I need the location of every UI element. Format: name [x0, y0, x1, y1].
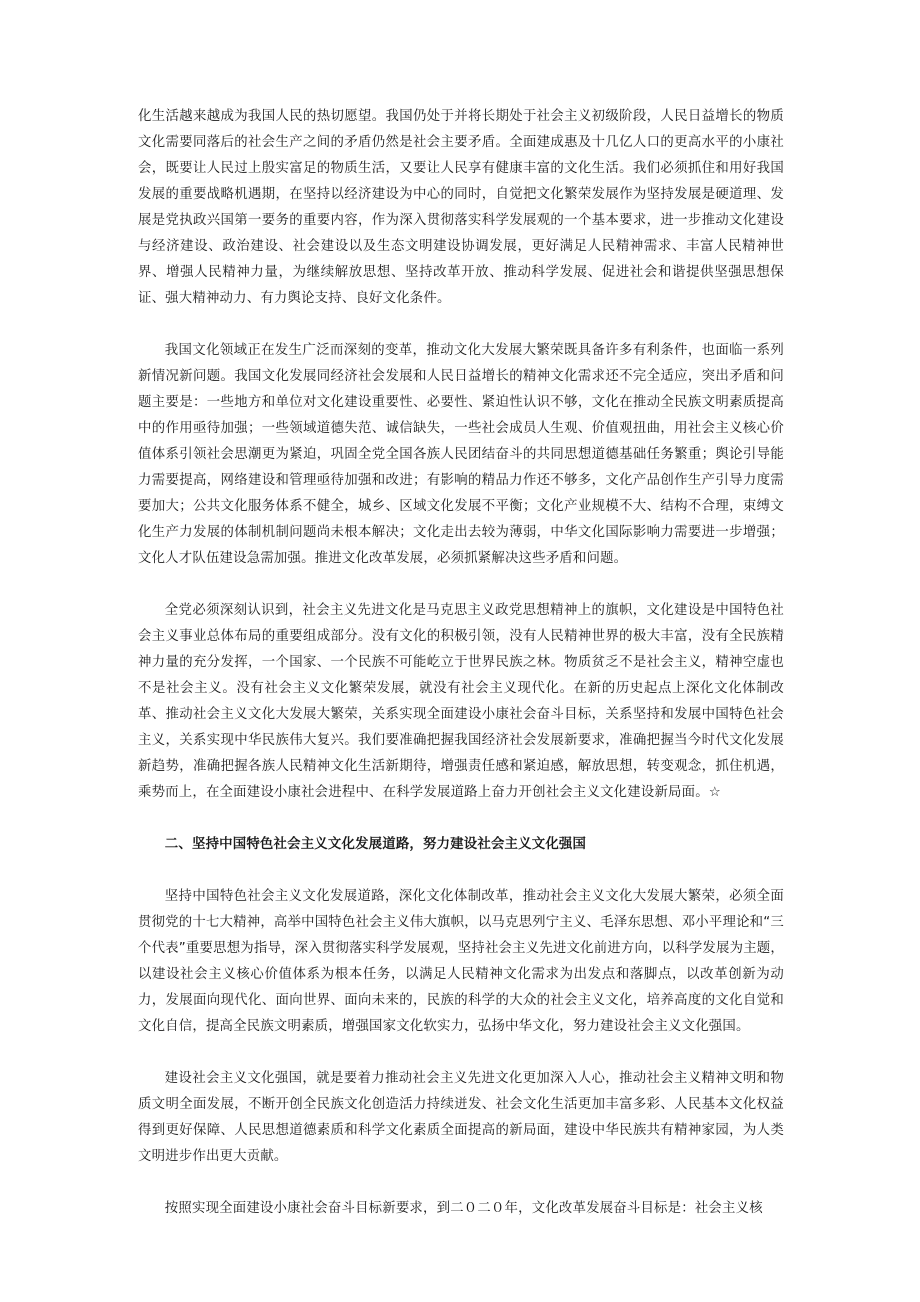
paragraph-6: 按照实现全面建设小康社会奋斗目标新要求，到二０二０年，文化改革发展奋斗目标是：社会主义核 — [164, 1201, 763, 1216]
paragraph-5: 建设社会主义文化强国，就是要着力推动社会主义先进文化更加深入人心，推动社会主义精神文明和物质文明全面发展，不断开创全民族文化创造活力持续迸发、社会文化生活更加丰富多彩、人民基本文化权益得到更好保障、人民思想道德素质和科学文化素质全面提高的新局面，建设中华民族共有精神家园，为人类文明进步作出更大贡献。 — [138, 1071, 784, 1164]
paragraph-3: 全党必须深刻认识到，社会主义先进文化是马克思主义政党思想精神上的旗帜，文化建设是中国特色社会主义事业总体布局的重要组成部分。没有文化的积极引领，没有人民精神世界的极大丰富，没有全民族精神力量的充分发挥，一个国家、一个民族不可能屹立于世界民族之林。物质贫乏不是社会主义，精神空虚也不是社会主义。没有社会主义文化繁荣发展，就没有社会主义现代化。在新的历史起点上深化文化体制改革、推动社会主义文化大发展大繁荣，关系实现全面建设小康社会奋斗目标，关系坚持和发展中国特色社会主义，关系实现中华民族伟大复兴。我们要准确把握我国经济社会发展新要求，准确把握当今时代文化发展新趋势，准确把握各族人民精神文化生活新期待，增强责任感和紧迫感，解放思想，转变观念，抓住机遇，乘势而上，在全面建设小康社会进程中、在科学发展道路上奋力开创社会主义文化建设新局面。☆ — [138, 603, 784, 800]
section-heading: 二、坚持中国特色社会主义文化发展道路，努力建设社会主义文化强国 — [164, 837, 587, 852]
paragraph-1: 化生活越来越成为我国人民的热切愿望。我国仍处于并将长期处于社会主义初级阶段，人民日益增长的物质文化需要同落后的社会生产之间的矛盾仍然是社会主要矛盾。全面建成惠及十几亿人口的更高水平的小康社会，既要让人民过上殷实富足的物质生活，又要让人民享有健康丰富的文化生活。我们必须抓住和用好我国发展的重要战略机遇期，在坚持以经济建设为中心的同时，自觉把文化繁荣发展作为坚持发展是硬道理、发展是党执政兴国第一要务的重要内容，作为深入贯彻落实科学发展观的一个基本要求，进一步推动文化建设与经济建设、政治建设、社会建设以及生态文明建设协调发展，更好满足人民精神需求、丰富人民精神世界、增强人民精神力量，为继续解放思想、坚持改革开放、推动科学发展、促进社会和谐提供坚强思想保证、强大精神动力、有力舆论支持、良好文化条件。 — [138, 109, 784, 306]
paragraph-4: 坚持中国特色社会主义文化发展道路，深化文化体制改革，推动社会主义文化大发展大繁荣，必须全面贯彻党的十七大精神，高举中国特色社会主义伟大旗帜，以马克思列宁主义、毛泽东思想、邓小平理论和“三个代表”重要思想为指导，深入贯彻落实科学发展观，坚持社会主义先进文化前进方向，以科学发展为主题，以建设社会主义核心价值体系为根本任务，以满足人民精神文化需求为出发点和落脚点，以改革创新为动力，发展面向现代化、面向世界、面向未来的，民族的科学的大众的社会主义文化，培养高度的文化自觉和文化自信，提高全民族文明素质，增强国家文化软实力，弘扬中华文化，努力建设社会主义文化强国。 — [138, 889, 784, 1034]
paragraph-2: 我国文化领域正在发生广泛而深刻的变革，推动文化大发展大繁荣既具备许多有利条件，也面临一系列新情况新问题。我国文化发展同经济社会发展和人民日益增长的精神文化需求还不完全适应，突出矛盾和问题主要是：一些地方和单位对文化建设重要性、必要性、紧迫性认识不够，文化在推动全民族文明素质提高中的作用亟待加强；一些领域道德失范、诚信缺失，一些社会成员人生观、价值观扭曲，用社会主义核心价值体系引领社会思潮更为紧迫，巩固全党全国各族人民团结奋斗的共同思想道德基础任务繁重；舆论引导能力需要提高，网络建设和管理亟待加强和改进；有影响的精品力作还不够多，文化产品创作生产引导力度需要加大；公共文化服务体系不健全，城乡、区域文化发展不平衡；文化产业规模不大、结构不合理，束缚文化生产力发展的体制机制问题尚未根本解决；文化走出去较为薄弱，中华文化国际影响力需要进一步增强；文化人才队伍建设急需加强。推进文化改革发展，必须抓紧解决这些矛盾和问题。 — [138, 343, 784, 566]
document-page — [138, 104, 784, 1222]
